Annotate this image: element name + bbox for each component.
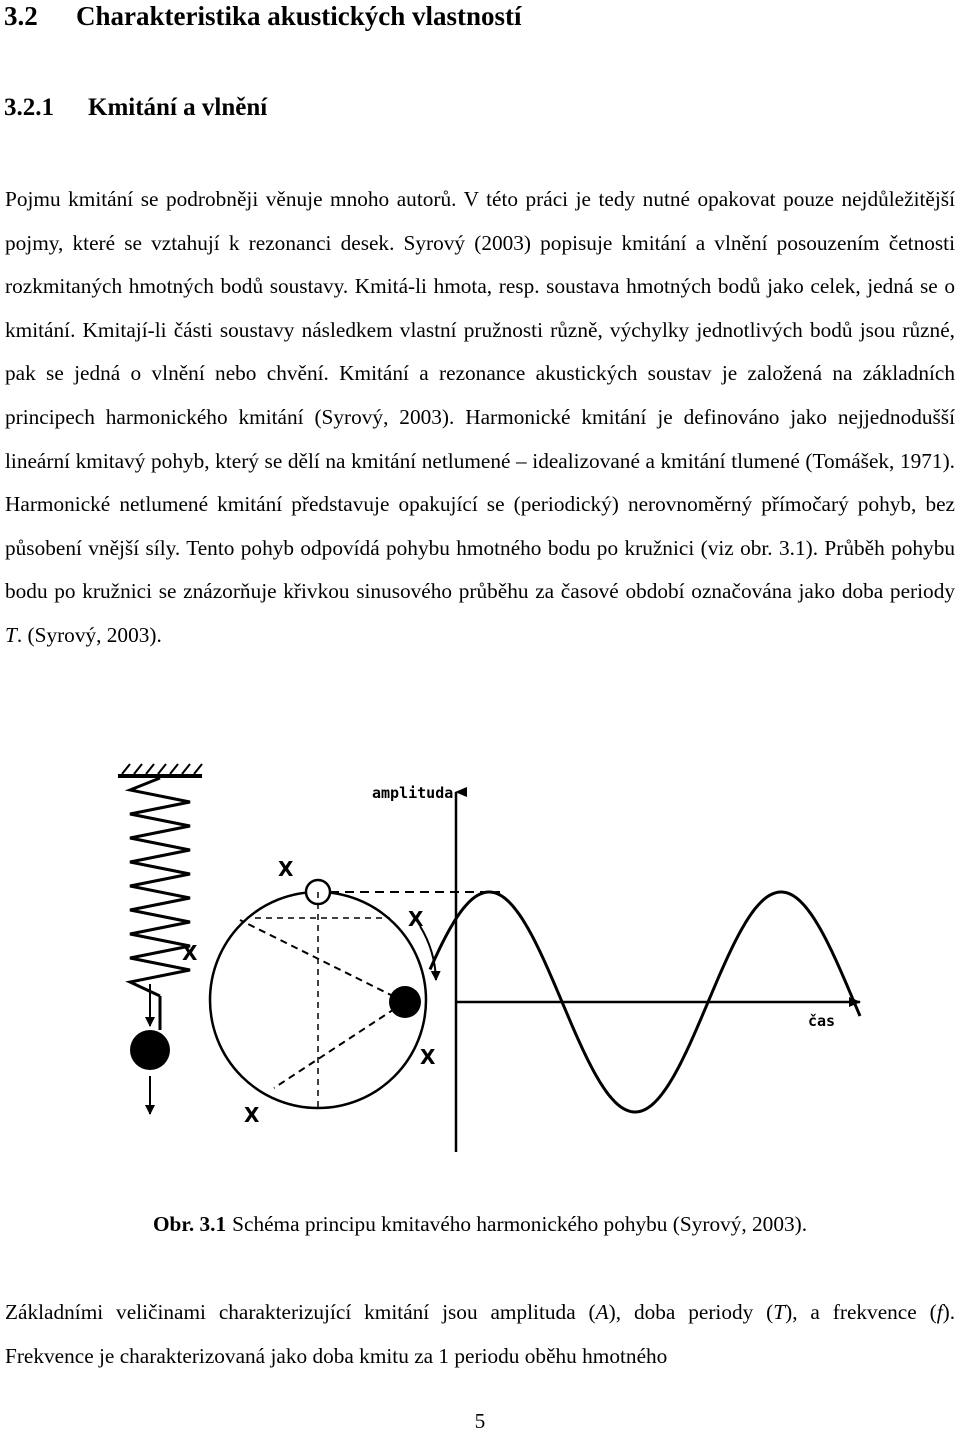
amplitude-axis-label: amplituda	[372, 784, 454, 802]
page-number: 5	[474, 1409, 486, 1433]
point-label-x: X	[182, 941, 198, 965]
section-title: Charakteristika akustických vlastností	[76, 1, 522, 31]
paragraph-veliciny	[5, 1291, 955, 1378]
paragraph-text: ), a frekvence (	[785, 1300, 937, 1324]
time-axis-label: čas	[808, 1012, 836, 1030]
caption-label: Obr. 3.1	[152, 1212, 227, 1236]
mass-ball	[130, 1030, 170, 1070]
subsection-title: Kmitání a vlnění	[88, 94, 268, 121]
period-symbol: T	[773, 1300, 786, 1324]
section-number: 3.2	[4, 1, 38, 31]
period-symbol: T	[5, 622, 17, 647]
point-label-x: X	[278, 857, 294, 881]
paragraph-text-end: . (Syrový, 2003).	[16, 622, 162, 647]
amplitude-axes	[372, 784, 860, 1152]
amplitude-symbol: A	[595, 1300, 609, 1324]
harmonic-motion-diagram	[90, 758, 870, 1158]
radius-lower	[274, 1002, 405, 1088]
paragraph-text: Základními veličinami charakterizující kmitání jsou amplituda (	[5, 1300, 596, 1324]
radius-upper	[240, 920, 405, 1002]
point-label-x: X	[420, 1045, 436, 1069]
section-heading	[4, 0, 522, 32]
paragraph-kmitani	[5, 178, 955, 658]
subsection-number: 3.2.1	[4, 94, 54, 121]
frequency-symbol: f	[936, 1300, 943, 1324]
point-label-x: X	[244, 1103, 260, 1127]
subsection-heading	[4, 92, 267, 124]
figure-harmonic-motion	[90, 758, 870, 1158]
figure-caption	[0, 1208, 960, 1240]
ceiling-hatch	[122, 764, 202, 774]
point-label-x: X	[408, 907, 424, 931]
reference-circle	[210, 857, 436, 1127]
paragraph-text: ), doba periody (	[608, 1300, 774, 1324]
spring-coil	[130, 778, 190, 996]
caption-text: Schéma principu kmitavého harmonického pohybu (Syrový, 2003).	[232, 1212, 808, 1236]
spring-mass	[118, 764, 202, 1114]
paragraph-text: ). Frekvence je charakterizovaná jako doba kmitu za 1 periodu oběhu hmotného	[5, 1300, 956, 1368]
paragraph-text: Pojmu kmitání se podrobněji věnuje mnoho autorů. V této práci je tedy nutné opakovat pouze nejdůležitější pojmy, které se vztahují k rezonanci desek. Syrový (2003) popisuje kmitání a vlnění posouzením četnosti rozkmitaných hmotných bodů soustavy. Kmitá-li hmota, resp. soustava hmotných bodů jako celek, jedná se o kmitání. Kmitají-li části soustavy následkem vlastní pružnosti různě, výchylky jednotlivých bodů jsou různé, pak se jedná o vlnění nebo chvění. Kmitání a rezonance akustických soustav je založená na základních principech harmonického kmitání (Syrový, 2003). Harmonické kmitání je definováno jako nejjednodušší lineární kmitavý pohyb, který se dělí na kmitání netlumené – idealizované a kmitání tlumené (Tomášek, 1971). Harmonické netlumené kmitání představuje opakující se (periodický) nerovnoměrný přímočarý pohyb, bez působení vnější síly. Tento pohyb odpovídá pohybu hmotného bodu po kružnici (viz obr. 3.1). Průběh pohybu bodu po kružnici se znázorňuje křivkou sinusového průběhu za časové období označována jako doba periody	[5, 187, 955, 604]
